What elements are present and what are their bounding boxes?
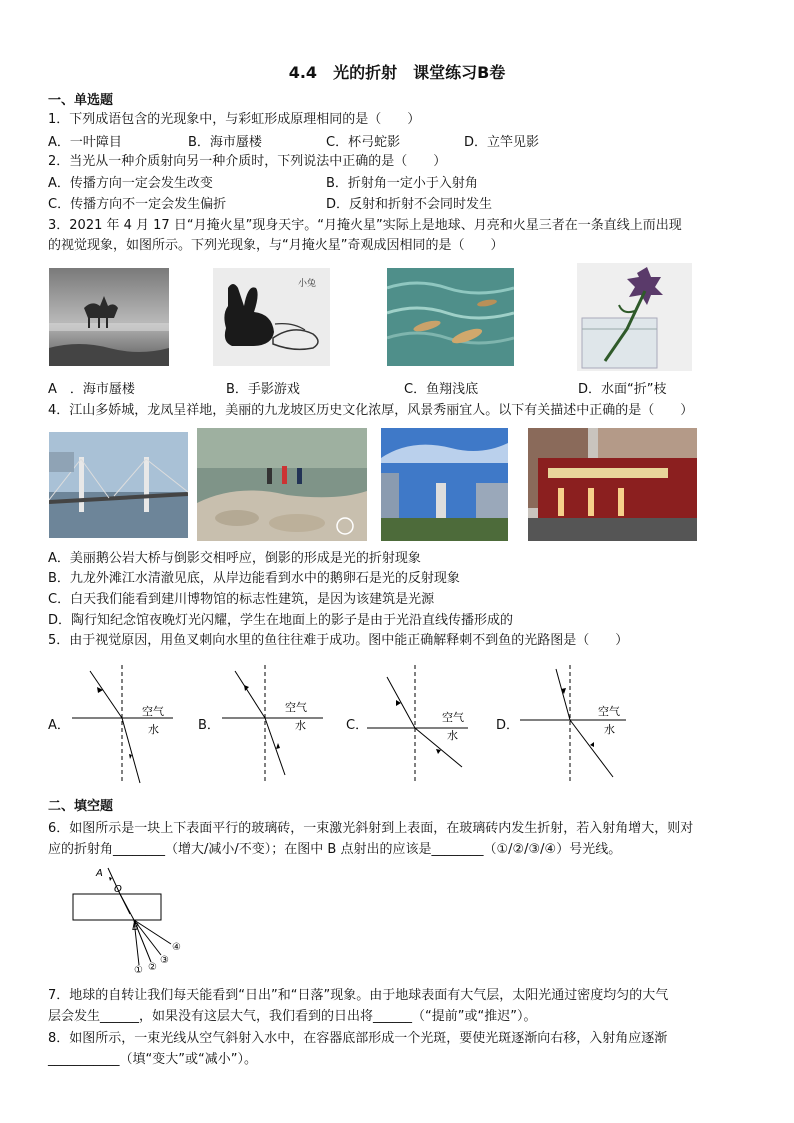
q7-stem-line1: 7．地球的自转让我们每天能看到“日出”和“日落”现象。由于地球表面有大气层，太阳光通过密度均匀的大气 (48, 988, 669, 1003)
q6-ray-3: ③ (160, 955, 169, 966)
q6-ray-4: ④ (172, 942, 181, 953)
image-bridge (49, 432, 188, 538)
q6-stem-line2: 应的折射角________（增大/减小/不变）；在图中 B 点射出的应该是________（①/②/③/④）号光线。 (48, 842, 622, 857)
q8-stem-line1: 8．如图所示，一束光线从空气斜射入水中，在容器底部形成一个光斑，要使光斑逐渐向右移，入射角应逐渐 (48, 1031, 668, 1046)
q3-option-a[interactable]: A ．海市蜃楼 (48, 382, 135, 397)
q4-option-b[interactable]: B．九龙外滩江水清澈见底，从岸边能看到水中的鹅卵石是光的反射现象 (48, 571, 460, 586)
q2-option-d[interactable]: D．反射和折射不会同时发生 (326, 197, 493, 212)
q5-diagram-b (220, 663, 325, 785)
q5-diagram-c (365, 663, 470, 785)
page-title: 4.4 光的折射 课堂练习B卷 (288, 63, 506, 82)
q2-option-b[interactable]: B．折射角一定小于入射角 (326, 176, 478, 191)
q6-point-b: B (132, 922, 139, 933)
image-mirage (49, 268, 169, 366)
q3-option-b[interactable]: B．手影游戏 (226, 382, 300, 397)
q5-diagram-a (70, 663, 175, 785)
q5c-water: 水 (447, 729, 458, 742)
q5-label-d[interactable]: D． (496, 718, 520, 733)
q5c-air: 空气 (442, 711, 464, 724)
q3-stem-line1: 3．2021 年 4 月 17 日“月掩火星”现身天宇。“月掩火星”实际上是地球、月亮和火星三者在一条直线上而出现 (48, 218, 682, 233)
q5-label-a[interactable]: A． (48, 718, 70, 733)
q4-option-c[interactable]: C．白天我们能看到建川博物馆的标志性建筑，是因为该建筑是光源 (48, 592, 435, 607)
q1-option-c[interactable]: C．杯弓蛇影 (326, 135, 401, 150)
q1-option-d[interactable]: D．立竿见影 (464, 135, 540, 150)
image-label-xiaotu: 小兔 (298, 279, 317, 289)
q6-ray-2: ② (148, 962, 157, 973)
q5-diagram-d (518, 663, 628, 785)
q5a-water: 水 (148, 723, 159, 736)
q4-stem: 4．江山多娇城，龙凤呈祥地，美丽的九龙坡区历史文化浓厚，风景秀丽宜人。以下有关描述中正确的是（ ） (48, 403, 694, 418)
image-riverbank (197, 428, 367, 541)
q1-stem: 1．下列成语包含的光现象中，与彩虹形成原理相同的是（ ） (48, 112, 421, 127)
q2-option-a[interactable]: A．传播方向一定会发生改变 (48, 176, 213, 191)
image-hand-shadow (213, 268, 330, 366)
q2-stem: 2．当光从一种介质射向另一种介质时，下列说法中正确的是（ ） (48, 154, 447, 169)
image-memorial-hall (528, 428, 697, 541)
q6-glass-brick-diagram (68, 862, 188, 974)
q5-stem: 5．由于视觉原因，用鱼叉刺向水里的鱼往往难于成功。图中能正确解释刺不到鱼的光路图是（ ） (48, 633, 629, 648)
q6-point-a: A (96, 868, 103, 879)
image-fish-shallows (387, 268, 514, 366)
q5-label-b[interactable]: B． (198, 718, 220, 733)
q5d-water: 水 (604, 723, 615, 736)
q5d-air: 空气 (598, 705, 620, 718)
q6-stem-line1: 6．如图所示是一块上下表面平行的玻璃砖，一束激光斜射到上表面，在玻璃砖内发生折射，若入射角增大，则对 (48, 821, 694, 836)
q1-option-a[interactable]: A．一叶障目 (48, 135, 122, 150)
q3-stem-line2: 的视觉现象，如图所示。下列光现象，与“月掩火星”奇观成因相同的是（ ） (48, 238, 504, 253)
q3-option-c[interactable]: C．鱼翔浅底 (404, 382, 479, 397)
q8-stem-line2: ___________（填“变大”或“减小”）。 (48, 1052, 257, 1067)
q6-point-o: O (114, 884, 122, 895)
q5b-air: 空气 (285, 701, 307, 714)
q1-option-b[interactable]: B．海市蜃楼 (188, 135, 262, 150)
q2-option-c[interactable]: C．传播方向不一定会发生偏折 (48, 197, 227, 212)
q5a-air: 空气 (142, 705, 164, 718)
q4-option-d[interactable]: D．陶行知纪念馆夜晚灯光闪耀，学生在地面上的影子是由于光沿直线传播形成的 (48, 613, 514, 628)
section-heading-fill-blank: 二、填空题 (48, 799, 114, 814)
q4-option-a[interactable]: A．美丽鹅公岩大桥与倒影交相呼应，倒影的形成是光的折射现象 (48, 551, 421, 566)
q7-stem-line2: 层会发生______，如果没有这层大气，我们看到的日出将______（“提前”或“推迟”）。 (48, 1009, 537, 1024)
q3-option-d[interactable]: D．水面“折”枝 (578, 382, 667, 397)
image-bent-branch (577, 263, 692, 371)
image-museum-building (381, 428, 508, 541)
q6-ray-1: ① (134, 965, 143, 974)
q5b-water: 水 (295, 719, 306, 732)
section-heading-single-choice: 一、单选题 (48, 93, 114, 108)
q5-label-c[interactable]: C． (346, 718, 369, 733)
